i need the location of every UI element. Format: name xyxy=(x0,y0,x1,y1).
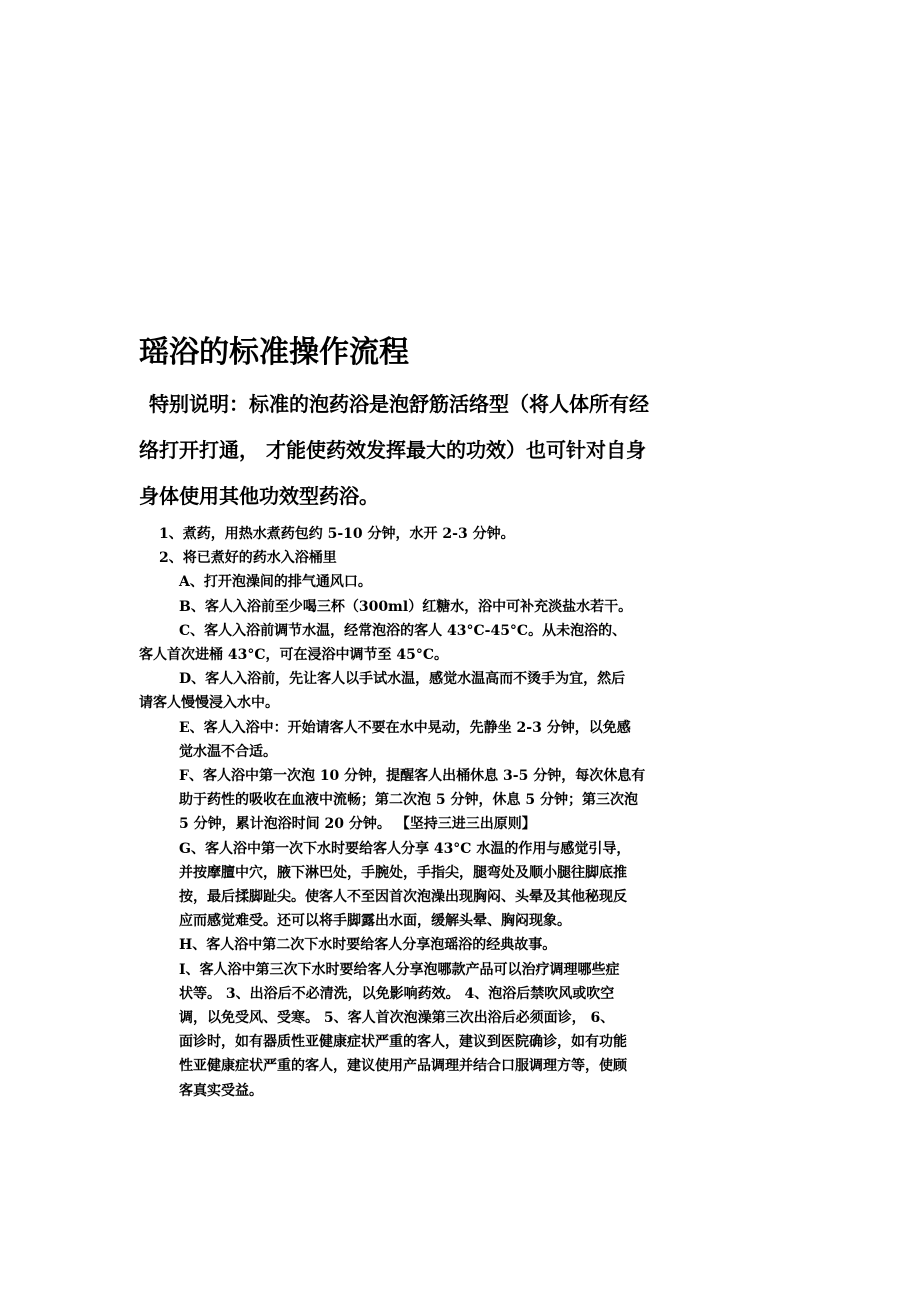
step-line: 性亚健康症状严重的客人，建议使用产品调理并结合口服调理方等，使顾 xyxy=(179,1058,627,1075)
step-line: 并按摩膻中穴，腋下淋巴处，手腕处，手指尖，腿弯处及顺小腿往脚底推 xyxy=(179,864,627,881)
step-line: I、客人浴中第三次下水时要给客人分享泡哪款产品可以治疗调理哪些症 xyxy=(179,961,620,978)
step-line: A、打开泡澡间的排气通风口。 xyxy=(179,574,372,591)
step-line: 1、煮药，用热水煮药包约 5-10 分钟，水开 2-3 分钟。 xyxy=(159,526,515,542)
step-line: E、客人入浴中：开始请客人不要在水中晃动，先静坐 2-3 分钟，以免感 xyxy=(179,719,631,736)
step-line: 2、将已煮好的药水入浴桶里 xyxy=(159,550,337,567)
step-line: 应而感觉难受。还可以将手脚露出水面，缓解头晕、胸闷现象。 xyxy=(179,913,571,930)
special-line: 身体使用其他功效型药浴。 xyxy=(139,484,379,508)
special-note xyxy=(139,381,709,519)
step-line: 调，以免受风、受寒。 5、客人首次泡澡第三次出浴后必须面诊， 6、 xyxy=(179,1010,615,1027)
step-line: B、客人入浴前至少喝三杯（300ml）红糖水，浴中可补充淡盐水若干。 xyxy=(179,598,633,615)
step-line: 客真实受益。 xyxy=(179,1082,263,1099)
step-line: D、客人入浴前，先让客人以手试水温，感觉水温高而不烫手为宜，然后 xyxy=(179,671,626,688)
step-line: 5 分钟，累计泡浴时间 20 分钟。 【坚持三进三出原则】 xyxy=(179,816,536,833)
page-title: 瑶浴的标准操作流程 xyxy=(139,335,409,370)
special-line: 特别说明：标准的泡药浴是泡舒筋活络型（将人体所有经 xyxy=(149,392,649,416)
step-line: F、客人浴中第一次泡 10 分钟，提醒客人出桶休息 3-5 分钟，每次休息有 xyxy=(179,768,646,785)
step-line: 面诊时，如有器质性亚健康症状严重的客人，建议到医院确诊，如有功能 xyxy=(179,1034,627,1051)
procedure-text xyxy=(139,522,709,1103)
step-line: 请客人慢慢浸入水中。 xyxy=(139,695,279,712)
step-line: 助于药性的吸收在血液中流畅；第二次泡 5 分钟，休息 5 分钟；第三次泡 xyxy=(179,792,638,809)
step-line: H、客人浴中第二次下水时要给客人分享泡瑶浴的经典故事。 xyxy=(179,937,557,954)
step-line: G、客人浴中第一次下水时要给客人分享 43°C 水温的作用与感觉引导， xyxy=(179,840,631,857)
step-line: 觉水温不合适。 xyxy=(179,743,277,760)
step-line: C、客人入浴前调节水温，经常泡浴的客人 43°C-45°C。从未泡浴的、 xyxy=(179,622,627,639)
step-line: 客人首次进桶 43°C，可在浸浴中调节至 45°C。 xyxy=(139,647,448,664)
step-line: 状等。 3、出浴后不必清洗，以免影响药效。 4、泡浴后禁吹风或吹空 xyxy=(179,985,615,1002)
step-line: 按，最后揉脚趾尖。使客人不至因首次泡澡出现胸闷、头晕及其他秘现反 xyxy=(179,889,627,906)
special-line: 络打开打通， 才能使药效发挥最大的功效）也可针对自身 xyxy=(139,438,646,462)
